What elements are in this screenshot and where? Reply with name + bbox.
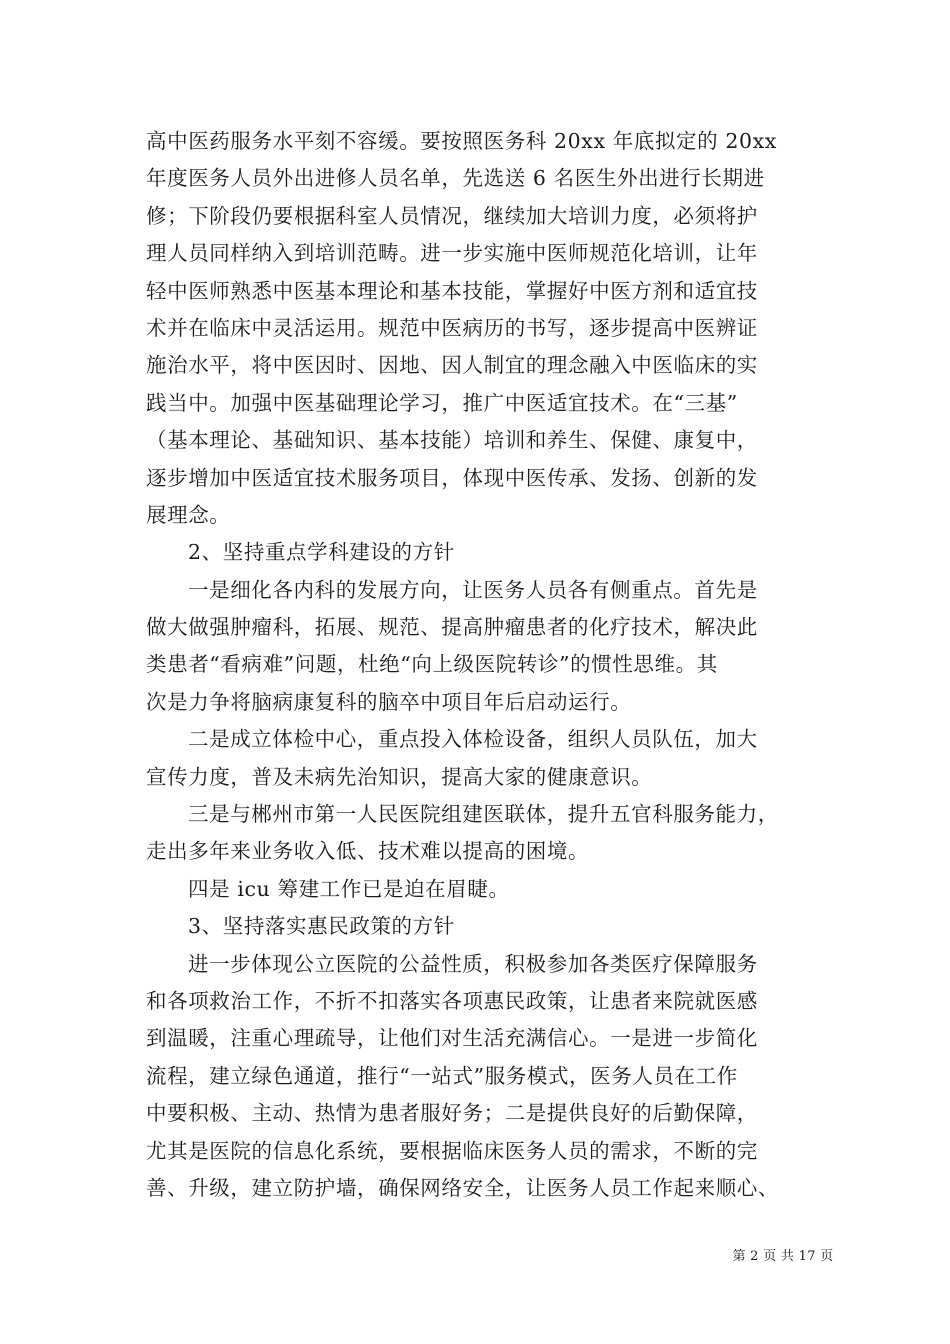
text-line: 施治水平，将中医因时、因地、因人制宜的理念融入中医临床的实 — [146, 353, 758, 378]
text-line: 善、升级，建立防护墙，确保网络安全，让医务人员工作起来顺心、 — [146, 1175, 779, 1200]
text-line: 走出多年来业务收入低、技术难以提高的困境。 — [146, 839, 590, 864]
text-line: 类患者“看病难”问题，杜绝“向上级医院转诊”的惯性思维。其 — [146, 652, 718, 677]
text-line: 轻中医师熟悉中医基本理论和基本技能，掌握好中医方剂和适宜技 — [146, 278, 758, 303]
text-line: 三是与郴州市第一人民医院组建医联体，提升五官科服务能力， — [188, 802, 779, 827]
body-text — [146, 123, 812, 1207]
text-line: 尤其是医院的信息化系统，要根据临床医务人员的需求，不断的完 — [146, 1138, 758, 1163]
text-line: 年度医务人员外出进修人员名单，先选送 6 名医生外出进行长期进 — [146, 166, 765, 191]
text-line: 宣传力度，普及未病先治知识，提高大家的健康意识。 — [146, 764, 653, 789]
text-line: 修；下阶段仍要根据科室人员情况，继续加大培训力度，必须将护 — [146, 203, 758, 228]
text-line: 展理念。 — [146, 502, 231, 527]
text-line: 中要积极、主动、热情为患者服好务；二是提供良好的后勤保障， — [146, 1101, 758, 1126]
text-line: （基本理论、基础知识、基本技能）培训和养生、保健、康复中， — [146, 428, 758, 453]
text-line: 和各项救治工作，不折不扣落实各项惠民政策，让患者来院就医感 — [146, 988, 758, 1013]
text-line: 术并在临床中灵活运用。规范中医病历的书写，逐步提高中医辨证 — [146, 315, 758, 340]
text-line: 逐步增加中医适宜技术服务项目，体现中医传承、发扬、创新的发 — [146, 465, 758, 490]
text-line: 进一步体现公立医院的公益性质，积极参加各类医疗保障服务 — [188, 951, 758, 976]
text-line: 做大做强肿瘤科，拓展、规范、提高肿瘤患者的化疗技术，解决此 — [146, 615, 758, 640]
section-heading: 3、坚持落实惠民政策的方针 — [188, 914, 455, 939]
text-line: 践当中。加强中医基础理论学习，推广中医适宜技术。在“三基” — [146, 390, 738, 415]
text-line: 一是细化各内科的发展方向，让医务人员各有侧重点。首先是 — [188, 577, 758, 602]
text-line: 次是力争将脑病康复科的脑卒中项目年后启动运行。 — [146, 689, 632, 714]
text-line: 二是成立体检中心，重点投入体检设备，组织人员队伍，加大 — [188, 727, 758, 752]
page-number-footer: 第 2 页 共 17 页 — [732, 1249, 834, 1264]
text-line: 高中医药服务水平刻不容缓。要按照医务科 20xx 年底拟定的 20xx — [146, 129, 777, 153]
section-heading: 2、坚持重点学科建设的方针 — [188, 540, 455, 565]
text-line: 理人员同样纳入到培训范畴。进一步实施中医师规范化培训，让年 — [146, 241, 758, 266]
text-line: 到温暖，注重心理疏导，让他们对生活充满信心。一是进一步简化 — [146, 1026, 758, 1051]
text-line: 流程，建立绿色通道，推行“一站式”服务模式，医务人员在工作 — [146, 1063, 738, 1088]
text-line: 四是 icu 筹建工作已是迫在眉睫。 — [188, 876, 510, 901]
